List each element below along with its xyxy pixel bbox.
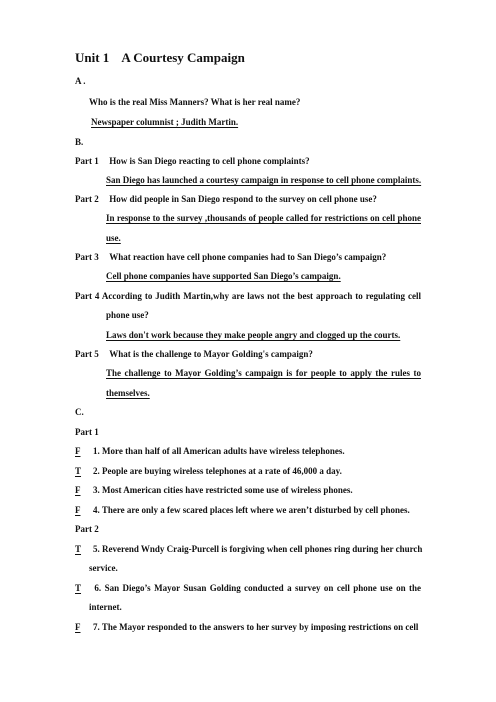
section-b-part2-answer-line2: use. xyxy=(106,233,121,243)
unit-title: A Courtesy Campaign xyxy=(121,50,245,65)
tf-item-6 xyxy=(75,582,421,594)
section-a-question: Who is the real Miss Manners? What is her real name? xyxy=(89,97,301,107)
tf-item-3 xyxy=(75,484,353,496)
part-label: Part 2 xyxy=(75,194,99,204)
section-b-part3-answer: Cell phone companies have supported San Diego’s campaign. xyxy=(106,271,341,281)
section-b-part4-question-line2: phone use? xyxy=(106,310,149,320)
section-b-part2-question xyxy=(75,193,377,205)
unit-number: Unit 1 xyxy=(75,50,110,65)
question-text: What reaction have cell phone companies had to San Diego’s campaign? xyxy=(109,252,387,262)
tf-statement: 5. Reverend Wndy Craig-Purcell is forgiving when cell phones ring during her church xyxy=(93,544,423,554)
question-text: What is the challenge to Mayor Golding's campaign? xyxy=(109,349,313,359)
tf-answer: F xyxy=(75,505,81,515)
tf-statement: 1. More than half of all American adults have wireless telephones. xyxy=(93,446,345,456)
tf-item-4 xyxy=(75,504,410,516)
page-title xyxy=(75,50,245,66)
section-b-part5-answer-line2: themselves. xyxy=(106,388,150,398)
section-b-part5-answer-line1: The challenge to Mayor Golding’s campaign is for people to apply the rules to xyxy=(106,368,421,378)
question-text: According to Judith Martin,why are laws not the best approach to regulating cell xyxy=(101,291,421,301)
tf-statement: 6. San Diego’s Mayor Susan Golding conducted a survey on cell phone use on the xyxy=(94,583,422,593)
tf-statement: 2. People are buying wireless telephones at a rate of 46,000 a day. xyxy=(93,466,342,476)
tf-statement: 7. The Mayor responded to the answers to her survey by imposing restrictions on cell xyxy=(93,622,419,632)
tf-statement: 3. Most American cities have restricted some use of wireless phones. xyxy=(93,485,353,495)
tf-answer: T xyxy=(75,583,82,593)
question-text: How is San Diego reacting to cell phone complaints? xyxy=(109,156,310,166)
tf-item-5-continued: service. xyxy=(89,563,118,573)
tf-item-7 xyxy=(75,621,418,633)
part-label: Part 5 xyxy=(75,349,99,359)
tf-item-6-continued: internet. xyxy=(89,602,122,612)
section-c-label: C. xyxy=(75,407,84,417)
tf-item-5 xyxy=(75,543,422,555)
section-b-part2-answer-line1: In response to the survey ,thousands of people called for restrictions on cell phone xyxy=(106,213,421,223)
tf-statement: 4. There are only a few scared places left where we aren’t disturbed by cell phones. xyxy=(93,505,410,515)
tf-item-2 xyxy=(75,465,342,477)
tf-answer: F xyxy=(75,622,81,632)
part-label: Part 1 xyxy=(75,156,99,166)
section-c-part2-label: Part 2 xyxy=(75,524,99,534)
section-b-part4-question-line1 xyxy=(75,290,421,302)
section-b-part4-answer: Laws don't work because they make people angry and clogged up the courts. xyxy=(106,330,401,340)
section-b-part1-question xyxy=(75,155,310,167)
tf-answer: T xyxy=(75,466,82,476)
tf-answer: F xyxy=(75,446,81,456)
question-text: How did people in San Diego respond to the survey on cell phone use? xyxy=(109,194,377,204)
section-c-part1-label: Part 1 xyxy=(75,427,99,437)
part-label: Part 4 xyxy=(75,291,100,301)
section-b-part1-answer: San Diego has launched a courtesy campaign in response to cell phone complaints. xyxy=(106,175,422,185)
part-label: Part 3 xyxy=(75,252,99,262)
section-b-part3-question xyxy=(75,251,386,263)
tf-answer: T xyxy=(75,544,82,554)
tf-item-1 xyxy=(75,445,345,457)
tf-answer: F xyxy=(75,485,81,495)
section-b-part5-question xyxy=(75,348,313,360)
section-a-answer: Newspaper columnist ; Judith Martin. xyxy=(91,117,239,127)
section-b-label: B. xyxy=(75,137,84,147)
section-a-label: A . xyxy=(75,76,86,86)
